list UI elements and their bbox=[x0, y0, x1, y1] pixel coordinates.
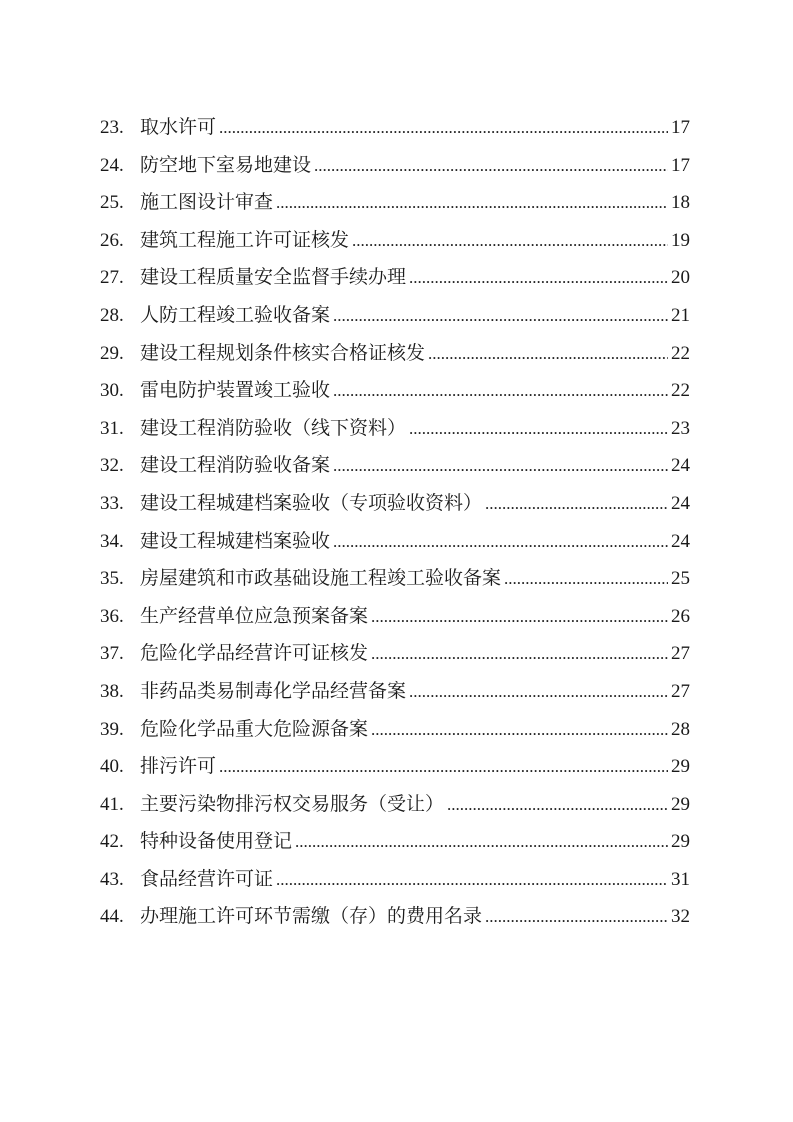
toc-entry-page-number: 23 bbox=[671, 417, 690, 439]
toc-entry-title: 建设工程消防验收备案 bbox=[140, 455, 331, 477]
toc-entry-title: 建设工程规划条件核实合格证核发 bbox=[140, 342, 426, 364]
toc-entry-title: 建筑工程施工许可证核发 bbox=[140, 229, 350, 251]
toc-entry[interactable] bbox=[100, 861, 690, 899]
dot-leader bbox=[276, 184, 668, 222]
toc-entry-number: 28. bbox=[100, 304, 124, 326]
toc-entry-page-number: 17 bbox=[671, 117, 690, 138]
toc-entry[interactable] bbox=[100, 109, 690, 147]
dot-leader bbox=[333, 372, 668, 410]
toc-entry[interactable] bbox=[100, 184, 690, 222]
dot-leader bbox=[333, 297, 668, 335]
toc-entry-title: 建设工程消防验收（线下资料） bbox=[140, 417, 407, 439]
toc-entry-page-number: 17 bbox=[671, 154, 690, 176]
toc-entry[interactable] bbox=[100, 786, 690, 824]
toc-entry[interactable] bbox=[100, 823, 690, 861]
toc-entry-title: 取水许可 bbox=[140, 117, 217, 138]
toc-entry[interactable] bbox=[100, 598, 690, 636]
dot-leader bbox=[295, 823, 668, 861]
dot-leader bbox=[276, 861, 668, 899]
dot-leader bbox=[485, 898, 668, 936]
table-of-contents bbox=[100, 109, 690, 936]
toc-entry[interactable] bbox=[100, 335, 690, 373]
toc-entry-page-number: 21 bbox=[671, 304, 690, 326]
dot-leader bbox=[447, 786, 668, 824]
toc-entry-number: 37. bbox=[100, 643, 124, 665]
toc-entry-title: 特种设备使用登记 bbox=[140, 831, 293, 853]
toc-entry-number: 44. bbox=[100, 906, 124, 928]
toc-entry-title: 建设工程质量安全监督手续办理 bbox=[140, 267, 407, 289]
toc-entry-number: 33. bbox=[100, 492, 124, 514]
toc-entry-page-number: 29 bbox=[671, 756, 690, 778]
toc-entry-title: 主要污染物排污权交易服务（受让） bbox=[140, 793, 445, 815]
toc-entry-page-number: 18 bbox=[671, 192, 690, 214]
dot-leader bbox=[371, 635, 668, 673]
toc-entry-number: 25. bbox=[100, 192, 124, 214]
toc-entry-number: 42. bbox=[100, 831, 124, 853]
toc-entry-page-number: 31 bbox=[671, 868, 690, 890]
toc-entry-title: 房屋建筑和市政基础设施工程竣工验收备案 bbox=[140, 568, 502, 590]
toc-entry-title: 建设工程城建档案验收 bbox=[140, 530, 331, 552]
toc-entry-number: 36. bbox=[100, 605, 124, 627]
dot-leader bbox=[409, 410, 668, 448]
dot-leader bbox=[428, 335, 668, 373]
toc-entry[interactable] bbox=[100, 147, 690, 185]
toc-entry[interactable] bbox=[100, 748, 690, 786]
toc-entry-page-number: 27 bbox=[671, 680, 690, 702]
toc-entry[interactable] bbox=[100, 297, 690, 335]
dot-leader bbox=[333, 447, 668, 485]
toc-entry[interactable] bbox=[100, 485, 690, 523]
toc-entry-page-number: 20 bbox=[671, 267, 690, 289]
toc-entry-page-number: 29 bbox=[671, 793, 690, 815]
toc-entry[interactable] bbox=[100, 372, 690, 410]
toc-entry-title: 人防工程竣工验收备案 bbox=[140, 304, 331, 326]
dot-leader bbox=[409, 259, 668, 297]
toc-entry-page-number: 19 bbox=[671, 229, 690, 251]
toc-entry-title: 非药品类易制毒化学品经营备案 bbox=[140, 680, 407, 702]
toc-entry[interactable] bbox=[100, 898, 690, 936]
dot-leader bbox=[219, 109, 668, 147]
toc-entry-number: 39. bbox=[100, 718, 124, 740]
toc-entry-number: 32. bbox=[100, 455, 124, 477]
dot-leader bbox=[371, 598, 668, 636]
dot-leader bbox=[333, 523, 668, 561]
toc-entry-title: 施工图设计审查 bbox=[140, 192, 274, 214]
toc-entry-number: 27. bbox=[100, 267, 124, 289]
toc-entry-page-number: 25 bbox=[671, 568, 690, 590]
dot-leader bbox=[314, 147, 668, 185]
toc-entry-page-number: 29 bbox=[671, 831, 690, 853]
toc-entry-page-number: 22 bbox=[671, 342, 690, 364]
dot-leader bbox=[219, 748, 668, 786]
dot-leader bbox=[504, 560, 668, 598]
toc-entry-title: 雷电防护装置竣工验收 bbox=[140, 380, 331, 402]
toc-entry-number: 34. bbox=[100, 530, 124, 552]
toc-entry-page-number: 24 bbox=[671, 492, 690, 514]
toc-entry-page-number: 32 bbox=[671, 906, 690, 928]
toc-entry-title: 办理施工许可环节需缴（存）的费用名录 bbox=[140, 906, 483, 928]
toc-entry-number: 26. bbox=[100, 229, 124, 251]
toc-entry-page-number: 28 bbox=[671, 718, 690, 740]
dot-leader bbox=[352, 222, 668, 260]
toc-entry[interactable] bbox=[100, 410, 690, 448]
toc-entry-title: 生产经营单位应急预案备案 bbox=[140, 605, 369, 627]
toc-entry-title: 危险化学品重大危险源备案 bbox=[140, 718, 369, 740]
toc-entry-number: 35. bbox=[100, 568, 124, 590]
toc-entry-page-number: 22 bbox=[671, 380, 690, 402]
toc-entry[interactable] bbox=[100, 711, 690, 749]
toc-entry[interactable] bbox=[100, 222, 690, 260]
toc-entry-title: 食品经营许可证 bbox=[140, 868, 274, 890]
toc-entry-title: 防空地下室易地建设 bbox=[140, 154, 312, 176]
toc-entry-number: 43. bbox=[100, 868, 124, 890]
toc-entry-number: 41. bbox=[100, 793, 124, 815]
toc-entry[interactable] bbox=[100, 673, 690, 711]
toc-entry-title: 危险化学品经营许可证核发 bbox=[140, 643, 369, 665]
toc-entry-title: 排污许可 bbox=[140, 756, 217, 778]
dot-leader bbox=[485, 485, 668, 523]
toc-entry-number: 24. bbox=[100, 154, 124, 176]
toc-entry-number: 23. bbox=[100, 117, 124, 138]
toc-entry-page-number: 24 bbox=[671, 530, 690, 552]
toc-entry-number: 31. bbox=[100, 417, 124, 439]
toc-entry-page-number: 27 bbox=[671, 643, 690, 665]
toc-entry[interactable] bbox=[100, 523, 690, 561]
dot-leader bbox=[371, 711, 668, 749]
dot-leader bbox=[409, 673, 668, 711]
toc-entry[interactable] bbox=[100, 259, 690, 297]
toc-entry-number: 38. bbox=[100, 680, 124, 702]
toc-entry-page-number: 26 bbox=[671, 605, 690, 627]
toc-entry-title: 建设工程城建档案验收（专项验收资料） bbox=[140, 492, 483, 514]
toc-entry-number: 29. bbox=[100, 342, 124, 364]
toc-entry[interactable] bbox=[100, 635, 690, 673]
toc-entry-page-number: 24 bbox=[671, 455, 690, 477]
toc-entry[interactable] bbox=[100, 560, 690, 598]
toc-entry-number: 30. bbox=[100, 380, 124, 402]
toc-entry-number: 40. bbox=[100, 756, 124, 778]
toc-entry[interactable] bbox=[100, 447, 690, 485]
